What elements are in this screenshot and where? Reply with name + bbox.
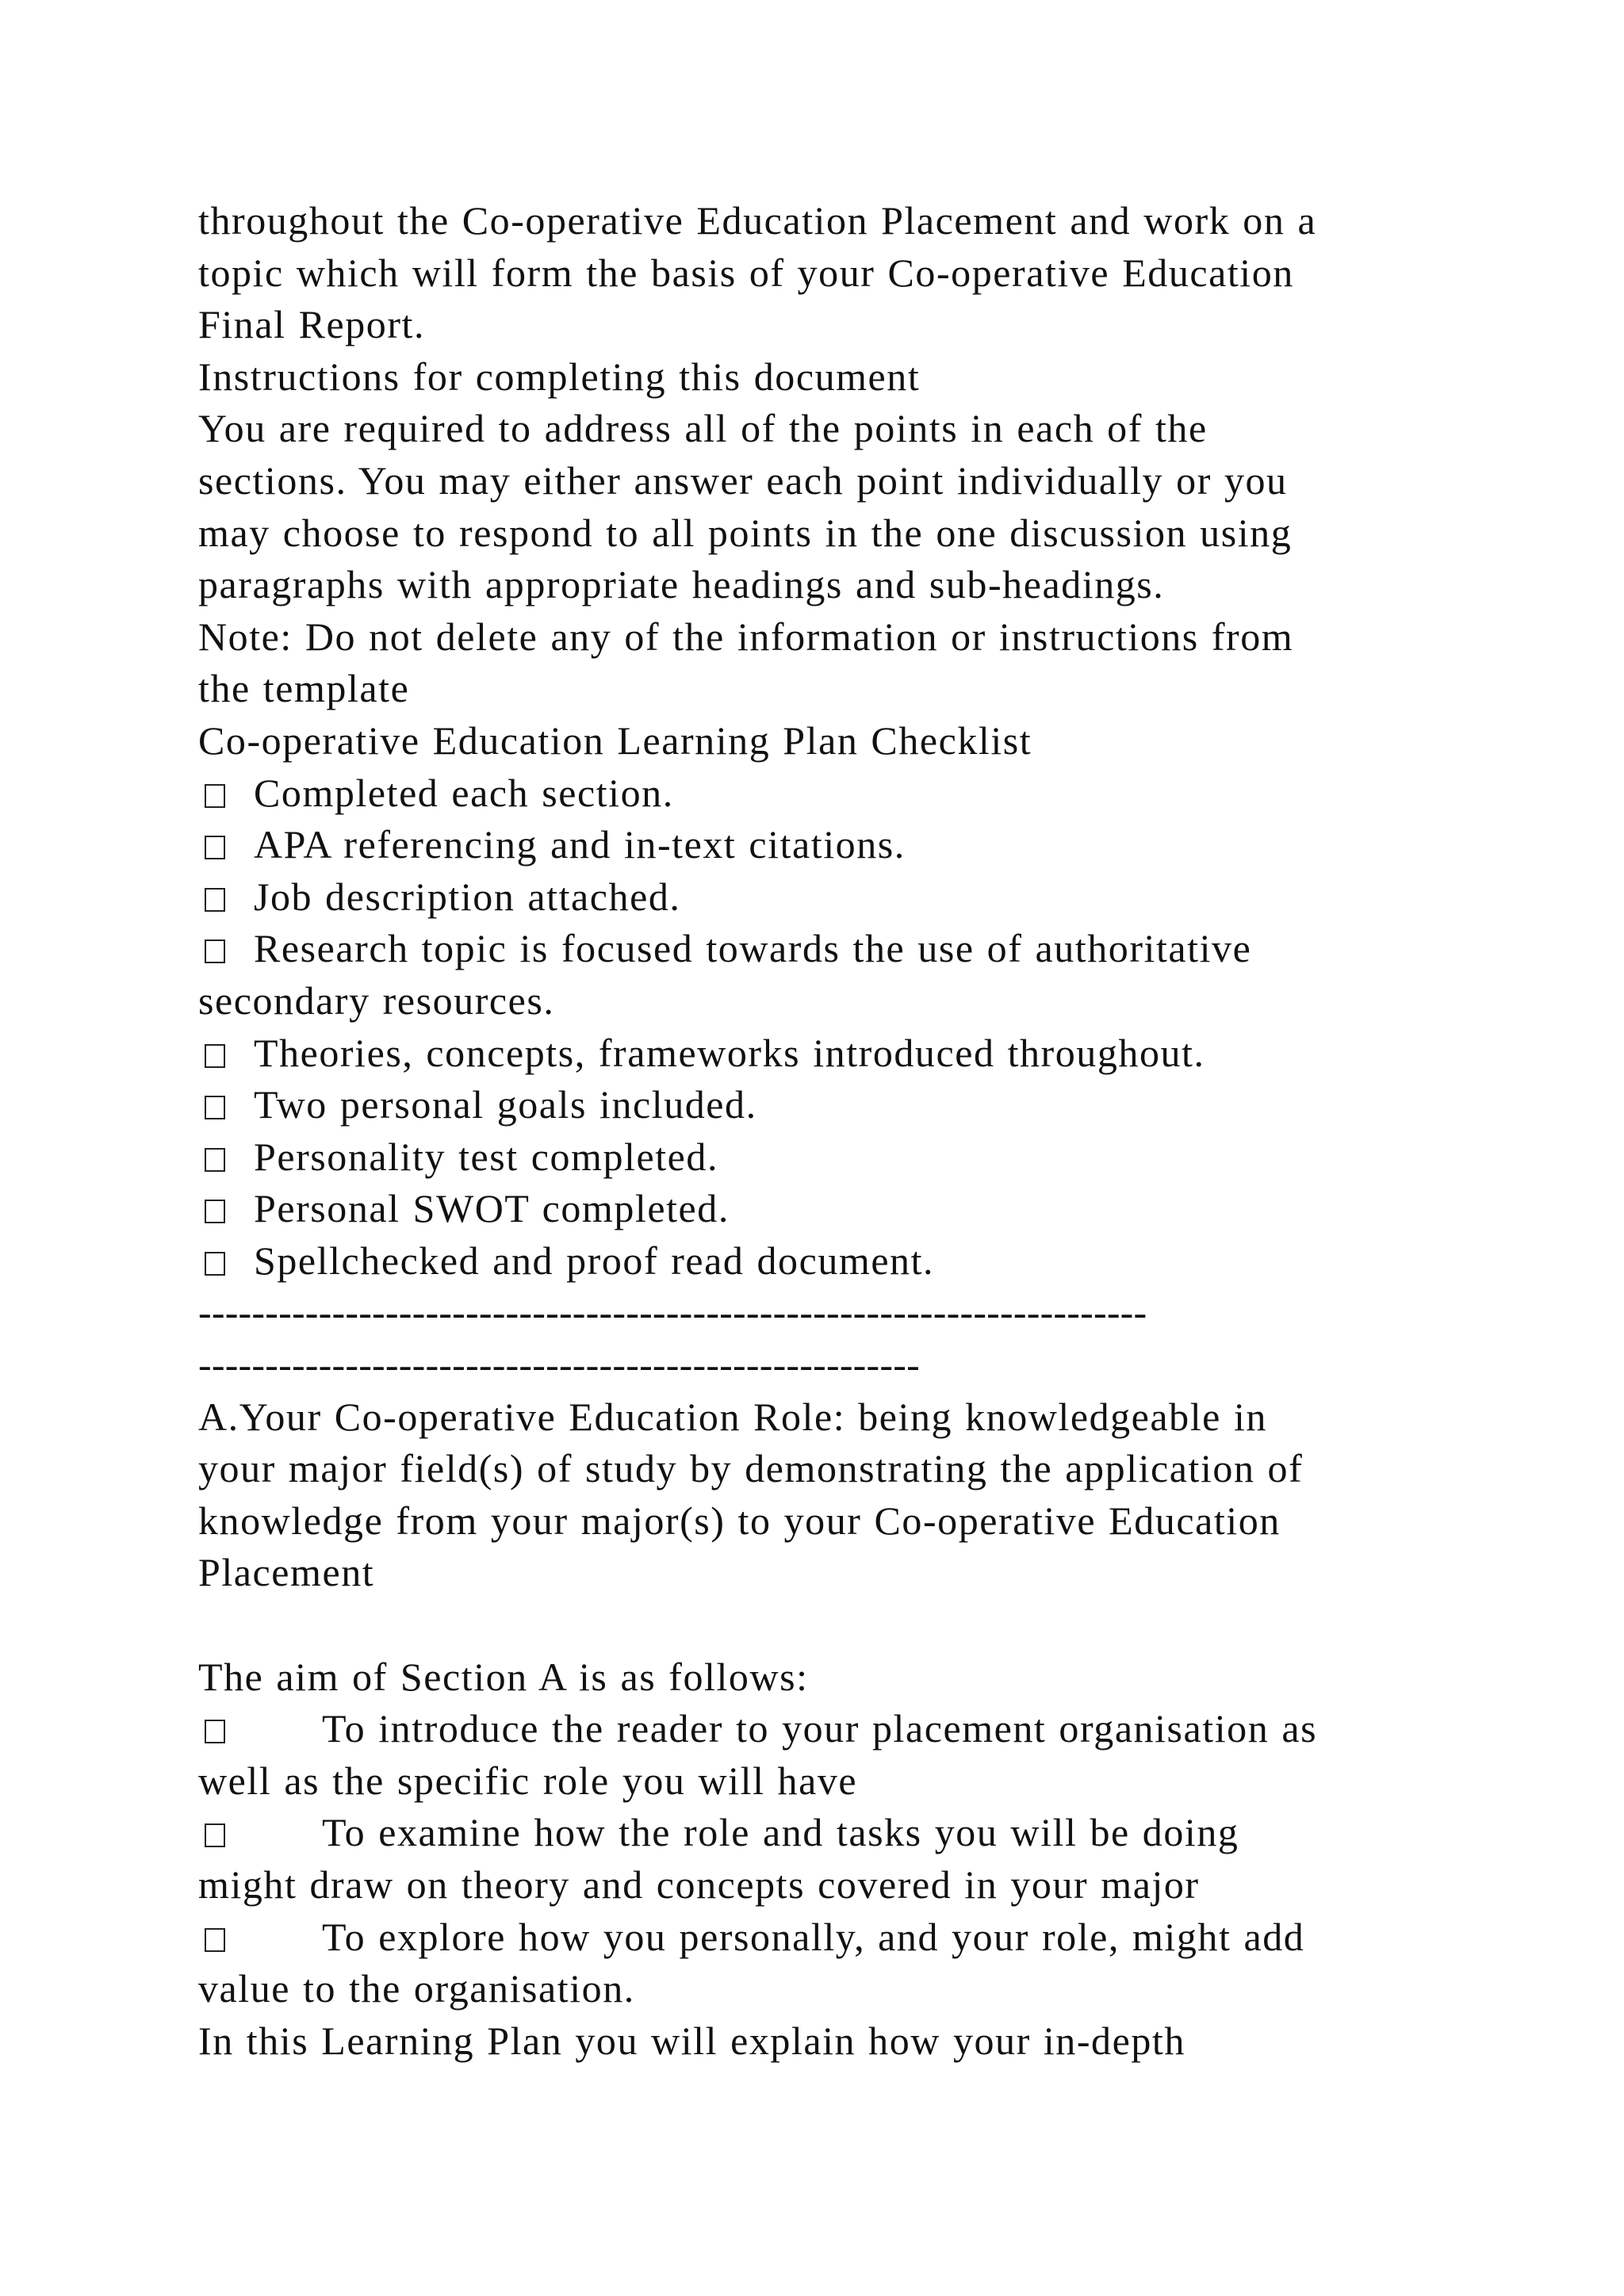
checkbox-bullet-icon (205, 1200, 225, 1223)
checklist-item (198, 871, 1467, 924)
checkbox-bullet-icon (205, 1148, 225, 1172)
instructions-line-2: sections. You may either answer each point individually or you (198, 457, 1288, 503)
aim-item-continuation: might draw on theory and concepts covered in your major (198, 1862, 1200, 1907)
final-line: In this Learning Plan you will explain how your in-depth (198, 2018, 1185, 2063)
checkbox-bullet-icon (205, 1823, 225, 1847)
section-a-heading-line-1: A.Your Co-operative Education Role: being knowledgeable in (198, 1394, 1267, 1439)
section-a-heading-line-2: your major field(s) of study by demonstrating the application of (198, 1446, 1304, 1491)
checklist-item (198, 819, 1467, 871)
checklist-item-text: Theories, concepts, frameworks introduced throughout. (254, 1030, 1205, 1075)
intro-line-2: topic which will form the basis of your Co-operative Education (198, 250, 1294, 295)
aim-item-text: To examine how the role and tasks you will be doing (322, 1810, 1239, 1855)
section-a-heading-line-4: Placement (198, 1550, 375, 1595)
checkbox-bullet-icon (205, 784, 225, 808)
checkbox-bullet-icon (205, 888, 225, 912)
checkbox-bullet-icon (205, 939, 225, 963)
note-line-1: Note: Do not delete any of the information or instructions from (198, 614, 1294, 659)
checklist-item (198, 1183, 1467, 1235)
checklist-item-continuation: secondary resources. (198, 978, 555, 1023)
checklist-item-text: Research topic is focused towards the use of authoritative (254, 926, 1252, 971)
aim-item-continuation: value to the organisation. (198, 1966, 635, 2011)
checklist-item (198, 923, 1467, 975)
aim-item-text: To explore how you personally, and your role, might add (322, 1914, 1305, 1959)
checklist-item-text: APA referencing and in-text citations. (254, 822, 906, 867)
checklist-item-text: Completed each section. (254, 770, 674, 815)
divider-line-1: ----------------------------------------------------------------------- (198, 1290, 1147, 1335)
aim-item (198, 1703, 1467, 1755)
checkbox-bullet-icon (205, 1252, 225, 1276)
aim-item (198, 1911, 1467, 1964)
checklist-item-text: Personality test completed. (254, 1134, 719, 1179)
aim-item-continuation: well as the specific role you will have (198, 1758, 858, 1803)
checklist-heading: Co-operative Education Learning Plan Checklist (198, 718, 1032, 763)
note-line-2: the template (198, 666, 410, 711)
checkbox-bullet-icon (205, 1928, 225, 1952)
instructions-heading: Instructions for completing this document (198, 354, 921, 399)
instructions-line-3: may choose to respond to all points in the one discussion using (198, 510, 1293, 555)
checklist-item-text: Personal SWOT completed. (254, 1186, 730, 1231)
aim-item-text: To introduce the reader to your placement organisation as (322, 1706, 1318, 1751)
checklist-item (198, 1131, 1467, 1184)
checkbox-bullet-icon (205, 1720, 225, 1743)
document-page (198, 195, 1467, 2067)
aim-item (198, 1807, 1467, 1859)
checklist-item (198, 767, 1467, 820)
aim-heading: The aim of Section A is as follows: (198, 1654, 809, 1699)
divider-line-2: ------------------------------------------------------ (198, 1342, 920, 1387)
blank-line (198, 1599, 1467, 1651)
checklist-item (198, 1235, 1467, 1288)
instructions-line-4: paragraphs with appropriate headings and sub-headings. (198, 562, 1165, 607)
checkbox-bullet-icon (205, 1096, 225, 1119)
section-a-heading-line-3: knowledge from your major(s) to your Co-operative Education (198, 1498, 1281, 1543)
checklist (198, 767, 1467, 1288)
aims-list (198, 1703, 1467, 2015)
checkbox-bullet-icon (205, 836, 225, 859)
checklist-item-text: Spellchecked and proof read document. (254, 1238, 935, 1283)
intro-line-3: Final Report. (198, 302, 426, 347)
checkbox-bullet-icon (205, 1044, 225, 1068)
checklist-item (198, 1027, 1467, 1080)
intro-line-1: throughout the Co-operative Education Placement and work on a (198, 198, 1317, 243)
instructions-line-1: You are required to address all of the points in each of the (198, 406, 1208, 451)
checklist-item-text: Two personal goals included. (254, 1082, 757, 1127)
checklist-item (198, 1079, 1467, 1131)
checklist-item-text: Job description attached. (254, 874, 681, 919)
